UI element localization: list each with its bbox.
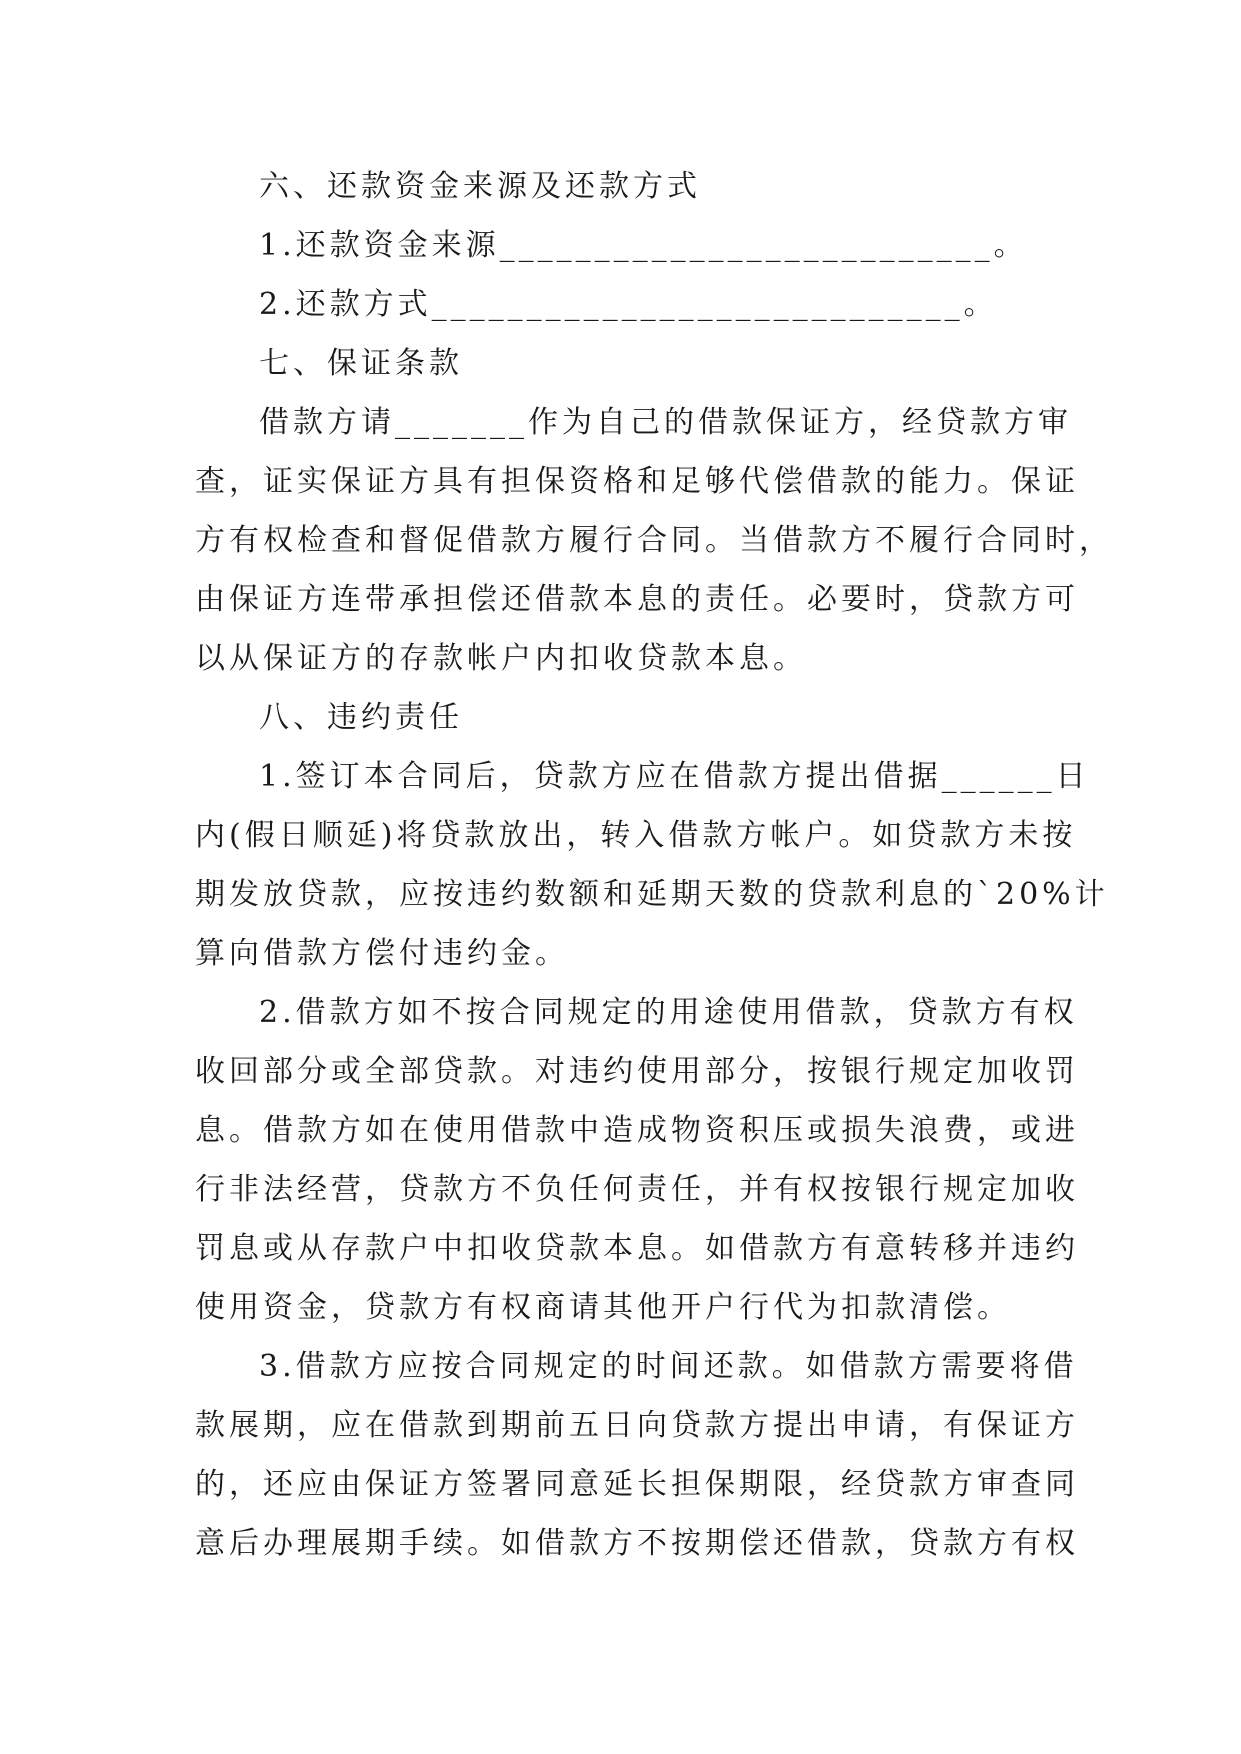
liability-clause-1-line: 期发放贷款，应按违约数额和延期天数的贷款利息的`20%计 <box>195 877 1109 912</box>
guarantee-paragraph-line: 查，证实保证方具有担保资格和足够代偿借款的能力。保证 <box>195 464 1079 499</box>
section-heading-guarantee: 七、保证条款 <box>259 346 463 381</box>
guarantee-paragraph-line: 以从保证方的存款帐户内扣收贷款本息。 <box>195 641 807 676</box>
liability-clause-1-line: 内(假日顺延)将贷款放出，转入借款方帐户。如贷款方未按 <box>195 818 1077 853</box>
liability-clause-2-line: 收回部分或全部贷款。对违约使用部分，按银行规定加收罚 <box>195 1054 1079 1089</box>
guarantee-paragraph-line: 由保证方连带承担偿还借款本息的责任。必要时，贷款方可 <box>195 582 1079 617</box>
liability-clause-2-line: 罚息或从存款户中扣收贷款本息。如借款方有意转移并违约 <box>195 1231 1079 1266</box>
document-body <box>195 157 1113 1573</box>
liability-clause-2-line: 2.借款方如不按合同规定的用途使用借款，贷款方有权 <box>259 995 1078 1030</box>
liability-clause-2-line: 使用资金，贷款方有权商请其他开户行代为扣款清偿。 <box>195 1290 1011 1325</box>
guarantee-paragraph-line: 借款方请_______作为自己的借款保证方，经贷款方审 <box>259 405 1072 440</box>
liability-clause-3-line: 款展期，应在借款到期前五日向贷款方提出申请，有保证方 <box>195 1408 1079 1443</box>
liability-clause-2-line: 行非法经营，贷款方不负任何责任，并有权按银行规定加收 <box>195 1172 1079 1207</box>
repayment-method-line: 2.还款方式____________________________。 <box>259 287 998 322</box>
liability-clause-3-line: 的，还应由保证方签署同意延长担保期限，经贷款方审查同 <box>195 1467 1079 1502</box>
liability-clause-3-line: 3.借款方应按合同规定的时间还款。如借款方需要将借 <box>259 1349 1078 1384</box>
section-heading-liability: 八、违约责任 <box>259 700 463 735</box>
section-heading-repayment: 六、还款资金来源及还款方式 <box>259 169 701 204</box>
liability-clause-1-line: 算向借款方偿付违约金。 <box>195 936 569 971</box>
repayment-source-line: 1.还款资金来源__________________________。 <box>259 228 1028 263</box>
liability-clause-2-line: 息。借款方如在使用借款中造成物资积压或损失浪费，或进 <box>195 1113 1079 1148</box>
liability-clause-3-line: 意后办理展期手续。如借款方不按期偿还借款，贷款方有权 <box>195 1526 1079 1561</box>
liability-clause-1-line: 1.签订本合同后，贷款方应在借款方提出借据______日 <box>259 759 1090 794</box>
guarantee-paragraph-line: 方有权检查和督促借款方履行合同。当借款方不履行合同时， <box>195 523 1113 558</box>
